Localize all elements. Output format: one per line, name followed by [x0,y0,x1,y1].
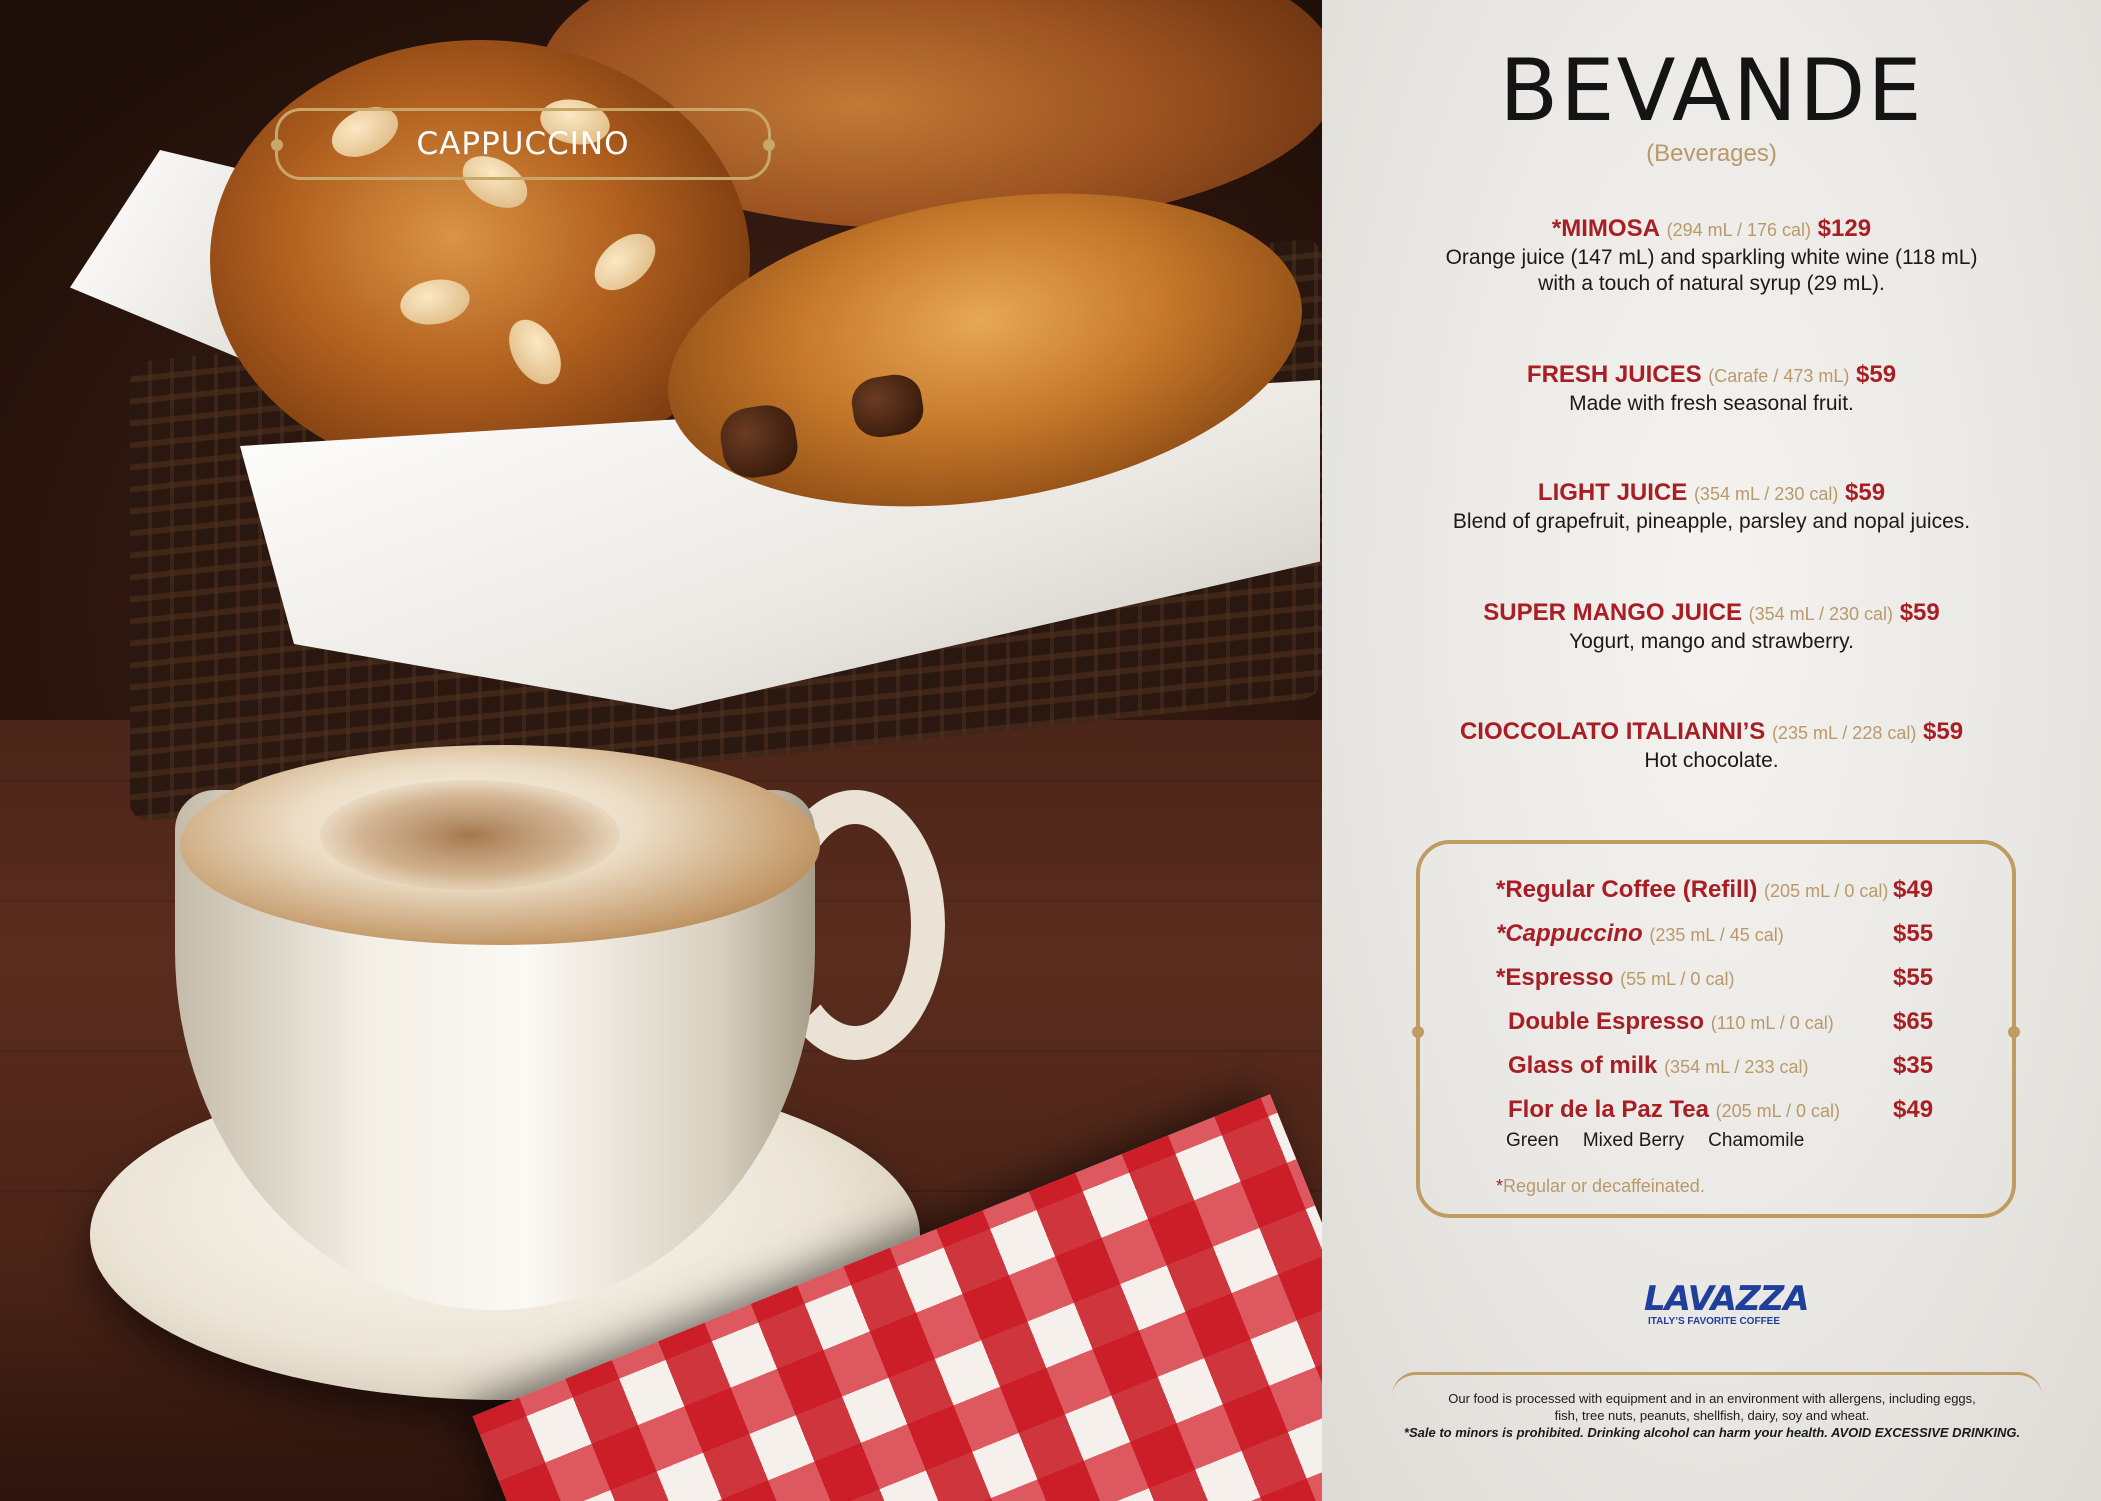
coffee-section [1416,840,2016,1218]
menu-item [1322,360,2101,417]
coffee-item [1420,876,2020,910]
coffee-name: Flor de la Paz Tea [1508,1096,1709,1123]
coffee-volume-calories: (205 mL / 0 cal) [1715,1101,1841,1121]
item-description: Hot chocolate. [1644,749,1779,772]
coffee-name: *Espresso [1496,964,1614,991]
tea-flavor: Mixed Berry [1582,1130,1685,1151]
item-volume-calories: (354 mL / 230 cal) [1693,484,1839,504]
photo-label-text: CAPPUCCINO [416,126,630,162]
coffee-price: $35 [1893,1052,1934,1079]
coffee-volume-calories: (235 mL / 45 cal) [1649,925,1784,945]
allergen-notice: Our food is processed with equipment and in an environment with allergens, including eggs, [1448,1391,1976,1406]
menu-item [1322,717,2101,774]
coffee-volume-calories: (354 mL / 233 cal) [1664,1057,1809,1077]
coffee-price: $49 [1893,876,1934,903]
photo-label [275,108,771,180]
coffee-price: $65 [1893,1008,1934,1035]
item-volume-calories: (Carafe / 473 mL) [1708,366,1850,386]
item-price: $59 [1845,479,1886,506]
item-volume-calories: (354 mL / 230 cal) [1748,604,1894,624]
coffee-price: $55 [1893,920,1934,947]
item-description: Orange juice (147 mL) and sparkling white wine (118 mL) [1445,246,1978,269]
decaf-note: *Regular or decaffeinated. [1496,1176,1705,1196]
coffee-item [1420,1008,2020,1042]
item-price: $59 [1923,718,1964,745]
coffee-item [1420,964,2020,998]
coffee-name: Double Espresso [1508,1008,1705,1035]
item-volume-calories: (294 mL / 176 cal) [1666,220,1811,240]
footer-disclaimer [1382,1390,2042,1441]
coffee-name: *Cappuccino [1496,920,1643,947]
item-name: CIOCCOLATO ITALIANNI’S [1459,718,1766,745]
item-name: FRESH JUICES [1526,361,1702,388]
brand-name: LAVAZZA [1644,1279,1809,1319]
cinnamon-dusting [320,780,620,890]
item-price: $59 [1899,599,1940,626]
tea-flavor: Green [1506,1130,1559,1151]
coffee-name: *Regular Coffee (Refill) [1496,876,1758,903]
item-description: Made with fresh seasonal fruit. [1569,392,1854,415]
coffee-item [1420,1052,2020,1086]
coffee-item [1420,920,2020,954]
item-description: with a touch of natural syrup (29 mL). [1538,272,1885,295]
item-description: Yogurt, mango and strawberry. [1569,630,1854,653]
beverage-menu [1322,0,2101,1501]
tea-flavors [1506,1130,1804,1152]
menu-item [1322,598,2101,655]
menu-title: BEVANDE [1499,41,1924,141]
menu-item [1322,214,2101,297]
item-price: $129 [1817,215,1872,242]
item-description: Blend of grapefruit, pineapple, parsley and nopal juices. [1452,510,1971,533]
coffee-item [1420,1096,2020,1130]
item-name: LIGHT JUICE [1537,479,1688,506]
coffee-volume-calories: (205 mL / 0 cal) [1764,881,1889,901]
coffee-price: $55 [1893,964,1934,991]
coffee-name: Glass of milk [1508,1052,1658,1079]
item-name: SUPER MANGO JUICE [1483,599,1742,626]
alcohol-warning: *Sale to minors is prohibited. Drinking alcohol can harm your health. AVOID EXCESSIVE DRINKING. [1403,1425,2021,1440]
lavazza-logo [1644,1279,1809,1327]
almond-pastry [210,40,750,480]
tea-flavor: Chamomile [1708,1130,1805,1151]
menu-subtitle: (Beverages) [1646,140,1777,167]
brand-tagline: ITALY’S FAVORITE COFFEE [1647,1316,1781,1327]
item-price: $59 [1856,361,1897,388]
item-volume-calories: (235 mL / 228 cal) [1771,723,1917,743]
coffee-volume-calories: (55 mL / 0 cal) [1620,969,1735,989]
coffee-price: $49 [1893,1096,1934,1123]
menu-item [1322,478,2101,535]
coffee-volume-calories: (110 mL / 0 cal) [1710,1013,1834,1033]
item-name: *MIMOSA [1551,215,1660,242]
allergen-notice: fish, tree nuts, peanuts, shellfish, dairy, soy and wheat. [1554,1408,1870,1423]
